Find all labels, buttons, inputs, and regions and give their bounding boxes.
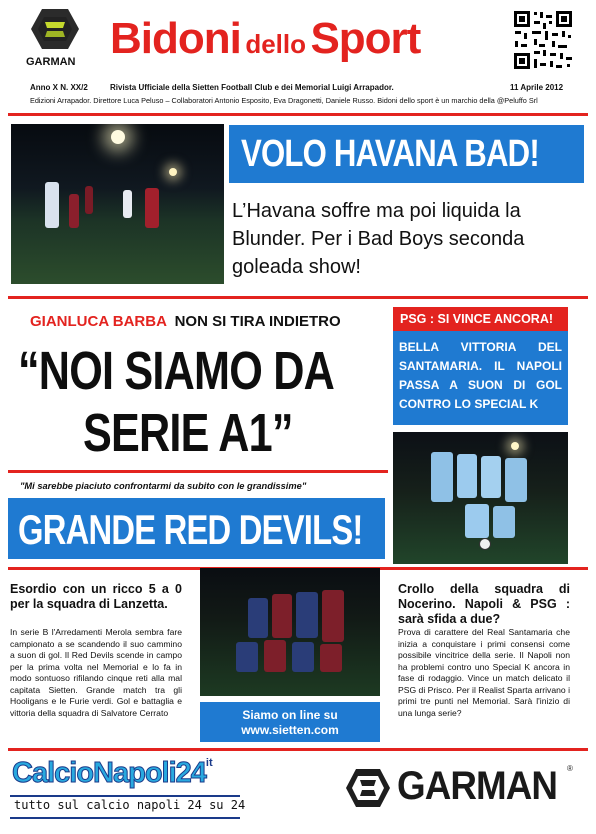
lead-headline-box xyxy=(229,125,584,183)
section-divider xyxy=(8,296,588,299)
nocerino-title: Crollo della squadra di Nocerino. Napoli & PSG : sarà sfida a due? xyxy=(398,582,570,626)
lead-summary: L’Havana soffre ma poi liquida la Blunder. Per i Bad Boys seconda goleada show! xyxy=(232,200,525,278)
online-box-line1: Siamo on line su xyxy=(242,708,338,722)
interview-quote-line2: SERIE A1” xyxy=(83,403,293,463)
player-figure xyxy=(272,594,292,638)
player-figure xyxy=(296,592,318,638)
player-figure xyxy=(236,642,258,672)
qr-code xyxy=(512,9,574,71)
masthead-subtitle: Rivista Ufficiale della Sietten Football Club e dei Memorial Luigi Arrapador. xyxy=(110,83,394,92)
floodlight xyxy=(511,442,519,450)
nocerino-body: Prova di carattere del Real Santamaria che inizia a conquistare i primi consensi come possibile vincitrice della serie. Il Napoli non ha problemi contro uno Special K ancora in fase di rodaggio. Vince un match delicato il PSG di Prisco. Per il Realist Sparta arrivano i primi tre punti nel Memorial. Sarà l'inizio di una lunga serie? xyxy=(398,627,570,718)
psg-badge xyxy=(393,307,568,331)
garman-logo-text: GARMAN xyxy=(26,56,76,68)
player-figure xyxy=(85,186,93,214)
red-devils-body: In serie B l'Arredamenti Merola sembra fare campionato a se scandendo il suo cammino a suon di gol. Il Red Devils scende in campo per la prima volta nel Memorial e lo fa in modo sontuoso rifilando cinque reti alla mal capitata Sietten. Grande match tra gli Hooligans e le Furie verdi. Gol e battaglia e vittoria della squadra di Salvatore Cerrato xyxy=(10,627,182,718)
masthead xyxy=(0,0,596,112)
red-devils-title: Esordio con un ricco 5 a 0 per la squadra di Lanzetta. xyxy=(10,582,182,611)
interview-sub-quote: "Mi sarebbe piaciuto confrontarmi da subito con le grandissime" xyxy=(20,481,307,491)
issue-number: Anno X N. XX/2 xyxy=(30,83,88,92)
lead-story-photo xyxy=(11,124,224,284)
interview-divider xyxy=(8,470,388,473)
garman-footer-name: GARMAN xyxy=(397,764,558,808)
lead-headline: VOLO HAVANA BAD! xyxy=(241,133,539,175)
calcionapoli24-name: CalcioNapoli24 xyxy=(12,757,206,789)
interview-quote-line1: “NOI SIAMO DA xyxy=(18,341,335,401)
floodlight xyxy=(169,168,177,176)
interview-name: GIANLUCA BARBA xyxy=(30,313,167,330)
psg-badge-text: PSG : SI VINCE ANCORA! xyxy=(400,312,554,326)
player-figure xyxy=(481,456,501,498)
player-figure xyxy=(457,454,477,498)
garman-hexagon-icon xyxy=(30,8,80,50)
top-divider xyxy=(8,113,588,116)
player-figure xyxy=(322,590,344,642)
qr-code-icon xyxy=(512,9,574,71)
player-figure xyxy=(69,194,79,228)
calcionapoli24-tagline: tutto sul calcio napoli 24 su 24 xyxy=(14,798,246,812)
player-figure xyxy=(320,644,342,672)
calcionapoli24-logo[interactable] xyxy=(10,757,246,821)
garman-registered-mark: ® xyxy=(567,764,573,773)
garman-hexagon-icon xyxy=(345,768,391,808)
player-figure xyxy=(465,504,489,538)
interview-kicker-text: NON SI TIRA INDIETRO xyxy=(174,313,341,330)
floodlight xyxy=(111,130,125,144)
player-figure xyxy=(493,506,515,538)
red-devils-headline: GRANDE RED DEVILS! xyxy=(18,506,363,553)
online-box-link[interactable]: www.sietten.com xyxy=(241,723,339,737)
red-devils-headline-box xyxy=(8,498,385,559)
issue-date: 11 Aprile 2012 xyxy=(510,83,564,92)
online-box[interactable] xyxy=(200,702,380,742)
psg-summary: BELLA VITTORIA DEL SANTAMARIA. IL NAPOLI PASSA A SUON DI GOL CONTRO LO SPECIAL K xyxy=(399,340,562,411)
player-figure xyxy=(123,190,132,218)
masthead-credits: Edizioni Arrapador. Direttore Luca Peluso – Collaboratori Antonio Esposito, Eva Dragonetti, Daniele Russo. Bidoni dello sport è un marchio della @Peluffo Srl xyxy=(30,96,538,105)
title-word-dello: dello xyxy=(245,29,306,59)
psg-team-photo xyxy=(393,432,568,564)
player-figure xyxy=(248,598,268,638)
ball-icon xyxy=(479,538,491,550)
player-figure xyxy=(292,642,314,672)
calcionapoli24-tagline-box xyxy=(10,795,246,819)
player-figure xyxy=(45,182,59,228)
red-devils-team-photo xyxy=(200,568,380,696)
player-figure xyxy=(264,640,286,672)
interview-kicker xyxy=(30,313,341,330)
player-figure xyxy=(505,458,527,502)
footer-divider xyxy=(8,748,588,751)
player-figure xyxy=(431,452,453,502)
calcionapoli24-suffix: it xyxy=(205,757,213,769)
garman-logo xyxy=(22,8,92,70)
psg-summary-box xyxy=(393,331,568,425)
title-word-sport: Sport xyxy=(310,14,421,63)
title-word-bidoni: Bidoni xyxy=(110,14,241,63)
masthead-title xyxy=(110,14,505,64)
garman-footer-logo[interactable] xyxy=(345,764,575,814)
player-figure xyxy=(145,188,159,228)
calcionapoli24-wordmark xyxy=(12,757,213,790)
